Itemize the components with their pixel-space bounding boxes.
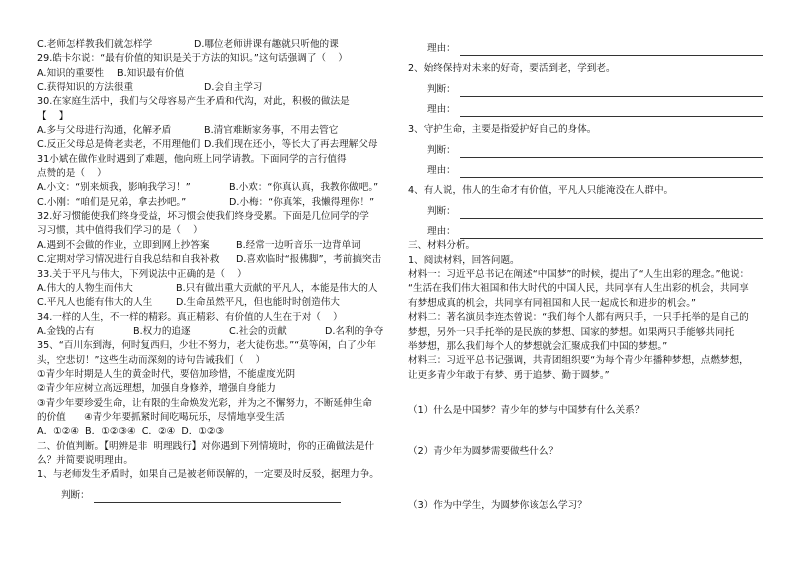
answer-space <box>408 418 763 445</box>
q34-stem: 34.一样的人生，不一样的精彩。真正精彩、有价值的人生在于对（ ） <box>37 311 343 323</box>
q1-reason-line <box>408 42 763 56</box>
q29-options-row1 <box>37 67 395 81</box>
q33-options-row2 <box>37 296 395 310</box>
judge-label: 判断： <box>427 83 456 95</box>
q33-options-row1 <box>37 282 395 296</box>
judge-label: 判断： <box>427 205 456 217</box>
material-line: 梦想，另外一只手托举的是民族的梦想、国家的梦想。如果两只手能够共同托 <box>408 326 735 338</box>
q30-stem-line1: 30.在家庭生活中，我们与父母容易产生矛盾和代沟，对此，积极的做法是 <box>37 96 350 108</box>
q31-stem-line1: 31小斌在做作业时遇到了难题，他向班上同学请教。下面同学的言行值得 <box>37 153 347 165</box>
q4-statement: 4、有人说，伟人的生命才有价值，平凡人只能淹没在人群中。 <box>408 185 674 197</box>
q33-option-b: B.只有做出重大贡献的平凡人，本能是伟大的人 <box>176 282 378 294</box>
spacer <box>408 383 763 404</box>
left-column <box>37 38 395 503</box>
q29-option-b: B.知识最有价值 <box>117 67 185 79</box>
q30-option-b: B.清官难断家务事，不用去管它 <box>204 125 339 137</box>
q33-option-a: A.伟大的人物生而伟大 <box>37 282 133 294</box>
reason-label: 理由： <box>427 104 456 116</box>
q4-reason-line <box>408 225 763 239</box>
q35-options: A．①②④ B．①②③④ C．②④ D．①②③ <box>37 426 225 438</box>
q3-judge-blank[interactable] <box>460 146 763 158</box>
q32-stem-line1: 32.好习惯能使我们终身受益，坏习惯会使我们终身受累。下面是几位同学的学 <box>37 211 369 223</box>
q35-item-4: 的价值 ④青少年要抓紧时间吃喝玩乐，尽情地享受生活 <box>37 411 285 423</box>
section3-title: 三、材料分析。 <box>408 240 476 252</box>
q31-options-row1 <box>37 181 395 195</box>
answer-space <box>408 460 763 499</box>
q35-item-1: ①青少年时期是人生的黄金时代，要倍加珍惜，不能虚度光阴 <box>37 368 296 380</box>
q31-option-d: D.小梅：“你真笨，我懒得理你！” <box>229 196 375 208</box>
q29-option-c: C.获得知识的方法很重 <box>37 82 134 94</box>
q30-options-row1 <box>37 124 395 138</box>
q4-judge-line <box>408 205 763 219</box>
q3-reason-line <box>408 164 763 178</box>
q31-stem-line2: 点赞的是（ ） <box>37 168 107 180</box>
subquestion-1: （1）什么是中国梦？青少年的梦与中国梦有什么关系？ <box>408 404 645 416</box>
q4-reason-blank[interactable] <box>460 227 763 239</box>
q29-option-a: A.知识的重要性 <box>37 67 105 79</box>
q2-judge-blank[interactable] <box>460 85 763 97</box>
q3-statement: 3、守护生命，主要是指爱护好自己的身体。 <box>408 124 597 136</box>
q30-option-a: A.多与父母进行沟通，化解矛盾 <box>37 125 172 137</box>
section2-title-line2: 么？并简要说明理由。 <box>37 454 133 466</box>
q29-options-row2 <box>37 81 395 95</box>
q33-stem: 33.关于平凡与伟大，下列说法中正确的是（ ） <box>37 268 247 280</box>
q35-stem-line2: 头，空悲切！”这些生动而深刻的诗句告诫我们（ ） <box>37 354 266 366</box>
judge-label: 判断： <box>427 144 456 156</box>
q34-option-c: C.社会的贡献 <box>229 325 287 337</box>
material-line: “生活在我们伟大祖国和伟大时代的中国人民，共同享有人生出彩的机会，共同享 <box>408 283 749 295</box>
q30-option-c: C.反正父母总是倚老卖老，不用理他们 <box>37 139 201 151</box>
q32-option-b: B.经常一边听音乐一边背单词 <box>236 239 361 251</box>
q34-option-a: A.金钱的占有 <box>37 325 95 337</box>
q1-reason-blank[interactable] <box>460 44 763 56</box>
q4-judge-blank[interactable] <box>460 207 763 219</box>
q35-item-3: ③青少年要珍爱生命，让有限的生命焕发光彩，并为之不懈努力，不断延伸生命 <box>37 397 372 409</box>
q31-options-row2 <box>37 196 395 210</box>
q2-reason-line <box>408 103 763 117</box>
reason-label: 理由： <box>427 43 456 54</box>
q32-options-row2 <box>37 253 395 267</box>
q3-judge-line <box>408 144 763 158</box>
q2-statement: 2、始终保持对未来的好奇，要活到老，学到老。 <box>408 63 616 75</box>
q35-stem-line1: 35、“百川东到海，何时复西归，少壮不努力，老大徒伤悲。”“莫等闲，白了少年 <box>37 340 376 352</box>
q2-reason-blank[interactable] <box>460 105 763 117</box>
q2-judge-line <box>408 83 763 97</box>
q34-options <box>37 325 395 339</box>
material-line: 材料一：习近平总书记在阐述“中国梦”的时候，提出了“人生出彩的理念。”他说： <box>408 269 750 281</box>
q30-option-d: D.我们现在还小，等长大了再去理解父母 <box>204 139 378 151</box>
q29-option-d: D.会自主学习 <box>204 82 263 94</box>
q34-option-d: D.名利的争夺 <box>325 325 384 337</box>
material-line: 材料二：著名演员李连杰曾说：“我们每个人都有两只手，一只手托举的是自己的 <box>408 312 749 324</box>
q33-option-c: C.平凡人也能有伟大的人生 <box>37 297 153 309</box>
subquestion-3: （3）作为中学生，为圆梦你该怎么学习？ <box>408 499 587 511</box>
judge-label: 判断： <box>61 489 90 501</box>
q32-option-d: D.喜欢临时“报佛脚”，考前搞突击 <box>236 254 382 266</box>
material-line: 举梦想，那么我们每个人的梦想就会汇聚成我们中国的梦想。” <box>408 340 668 352</box>
reason-label: 理由： <box>427 226 456 238</box>
material-line: 有梦想成真的机会，共同享有同祖国和人民一起成长和进步的机会。” <box>408 297 696 309</box>
q1-judge-blank[interactable] <box>94 491 341 503</box>
q32-stem-line2: 习习惯，其中值得我们学习的是（ ） <box>37 225 203 237</box>
q32-option-a: A.遇到不会做的作业，立即到网上抄答案 <box>37 239 210 251</box>
q30-options-row2 <box>37 138 395 152</box>
q28-option-d: D.哪位老师讲课有趣就只听他的课 <box>194 39 339 50</box>
q28-option-c: C.老师怎样教我们就怎样学 <box>37 39 153 50</box>
q3-reason-blank[interactable] <box>460 166 763 178</box>
section3-subtitle: 1、阅读材料，回答问题。 <box>408 254 520 266</box>
q31-option-a: A.小文：“别来烦我，影响我学习！” <box>37 182 191 194</box>
q34-option-b: B.权力的追逐 <box>133 325 191 337</box>
q35-item-2: ②青少年应树立高远理想，加强自身修养，增强自身能力 <box>37 383 276 395</box>
q32-options-row1 <box>37 239 395 253</box>
q32-option-c: C.定期对学习情况进行自我总结和自我补救 <box>37 254 220 266</box>
subquestion-2: （2）青少年为圆梦需要做些什么？ <box>408 446 559 458</box>
q31-option-c: C.小刚：“咱们是兄弟，拿去抄吧。” <box>37 196 187 208</box>
section2-q1: 1、与老师发生矛盾时，如果自己是被老师误解的，一定要及时反驳，据理力争。 <box>37 469 379 481</box>
reason-label: 理由： <box>427 165 456 177</box>
section2-title-line1: 二、价值判断。【明辨是非 明理践行】对你遇到下列情境时，你的正确做法是什 <box>37 440 375 452</box>
q28-options <box>37 38 395 52</box>
q1-judge-line <box>37 489 341 503</box>
q30-stem-line2: 【 】 <box>37 110 69 122</box>
q33-option-d: D.生命虽然平凡，但也能时时创造伟大 <box>176 297 340 309</box>
q31-option-b: B.小欢：“你真认真，我教你做吧。” <box>229 182 379 194</box>
material-line: 让更多青少年敢于有梦、勇于追梦、勤于圆梦。” <box>408 369 610 381</box>
material-line: 材料三：习近平总书记强调，共青团组织要“为每个青少年播种梦想，点燃梦想， <box>408 355 749 367</box>
right-column <box>408 42 763 513</box>
q29-stem: 29.皓卡尔说：“最有价值的知识是关于方法的知识。”这句话强调了（ ） <box>37 53 348 65</box>
